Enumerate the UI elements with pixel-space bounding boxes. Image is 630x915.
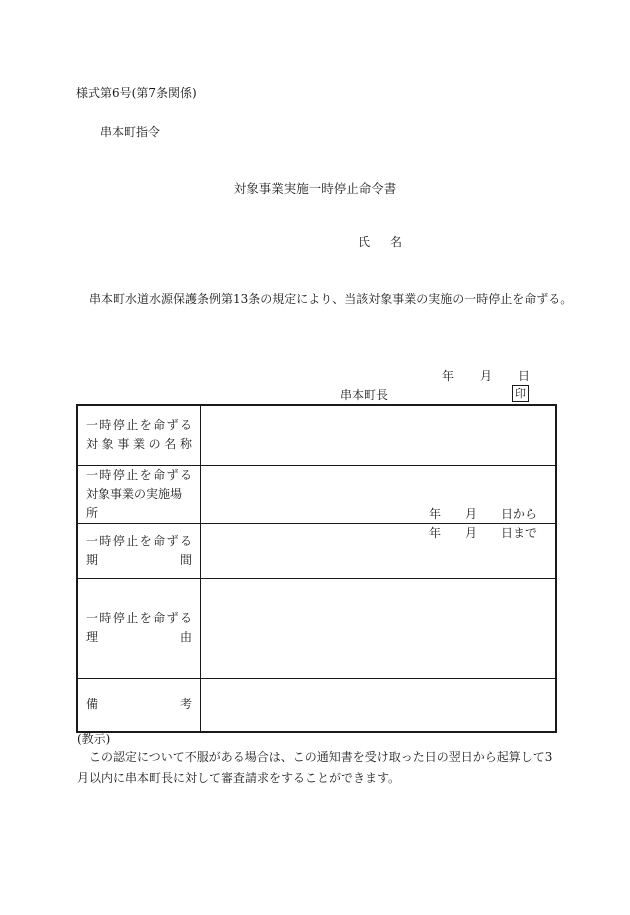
label-char: 命 (153, 418, 166, 433)
label-char: 一 (86, 418, 99, 433)
name-label (358, 236, 402, 248)
value-cell-reason[interactable] (201, 578, 557, 678)
label-cell-reason (77, 578, 201, 678)
label-char: ず (166, 418, 179, 433)
notes-text-line: 月以内に串本町長に対して審査請求をすることができます。 (77, 771, 401, 785)
notes-heading: (教示) (77, 732, 111, 746)
label-line (86, 416, 192, 435)
label-char: を (139, 418, 152, 433)
value-cell-period[interactable] (201, 506, 557, 578)
mayor-label: 串本町長 (340, 388, 389, 402)
label-char: 停 (112, 611, 125, 625)
label-char: 業 (132, 437, 145, 452)
label-char: 期 (86, 552, 99, 567)
label-line (86, 695, 192, 714)
label-char: 止 (126, 533, 139, 548)
label-char: 命 (153, 533, 166, 548)
label-char: 名 (164, 437, 177, 452)
value-cell-target-name[interactable] (201, 405, 557, 465)
label-cell-target-name (77, 405, 201, 465)
label-char: 停 (112, 467, 125, 482)
label-char: 時 (99, 418, 112, 433)
label-char: 対 (86, 437, 99, 452)
notes-text-line: この認定について不服がある場合は、この通知書を受け取った日の翌日から起算して3 (89, 750, 553, 764)
label-char: 命 (153, 467, 166, 482)
label-cell-period (77, 523, 201, 578)
label-char: 象 (101, 437, 114, 452)
label-char: を (139, 611, 152, 625)
date-line (442, 370, 530, 382)
label-char: の (148, 437, 161, 452)
label-char: 間 (179, 552, 192, 567)
label-char: る (179, 533, 192, 548)
label-char: 停 (112, 418, 125, 433)
date-day-label: 日 (518, 369, 531, 383)
period-from: 年 月 日から (428, 506, 537, 521)
seal-stamp: 印 (512, 385, 529, 402)
label-char: 理 (86, 630, 99, 644)
name-label-char: 名 (390, 235, 403, 249)
form-number: 様式第6号(第7条関係) (76, 86, 197, 100)
label-line (86, 628, 192, 647)
issuer-label: 串本町指令 (100, 125, 161, 139)
label-char: 称 (179, 437, 192, 452)
label-char: を (139, 467, 152, 482)
label-char: る (179, 611, 192, 625)
table-row (77, 578, 556, 678)
label-char: 時 (99, 533, 112, 548)
label-char: ず (166, 611, 179, 625)
name-label-char: 氏 (358, 235, 371, 249)
label-char: 考 (179, 697, 192, 712)
label-char: 時 (99, 467, 112, 482)
label-char: を (139, 533, 152, 548)
label-char: 止 (126, 611, 139, 625)
label-char: る (179, 418, 192, 433)
label-line (86, 466, 192, 485)
label-char: ず (166, 533, 179, 548)
label-char: 一 (86, 611, 99, 625)
order-form-table (76, 404, 557, 733)
label-line (86, 551, 192, 570)
label-char: る (179, 467, 192, 482)
document-title: 対象事業実施一時停止命令書 (233, 181, 397, 196)
label-char: 事 (117, 437, 130, 452)
period-to: 年 月 日まで (428, 525, 537, 540)
label-char: 時 (99, 611, 112, 625)
label-char: 命 (153, 611, 166, 625)
date-month-label: 月 (480, 369, 493, 383)
label-line: 対象事業の実施場所 (86, 486, 183, 520)
label-char: 停 (112, 533, 125, 548)
table-row (77, 405, 556, 465)
table-row (77, 678, 556, 732)
label-char: 由 (179, 630, 192, 644)
label-cell-remarks (77, 678, 201, 732)
order-body-text: 串本町水道水源保護条例第13条の規定により、当該対象事業の実施の一時停止を命ずる。 (89, 292, 573, 306)
label-line (86, 532, 192, 551)
label-char: 止 (126, 467, 139, 482)
label-char: 止 (126, 418, 139, 433)
date-year-label: 年 (442, 369, 455, 383)
label-cell-target-location (77, 465, 201, 523)
value-cell-remarks[interactable] (201, 678, 557, 732)
label-char: 備 (86, 697, 99, 712)
table-row (77, 523, 556, 578)
label-line (86, 609, 192, 628)
label-char: ず (166, 467, 179, 482)
label-char: 一 (86, 533, 99, 548)
label-line (86, 435, 192, 454)
label-char: 一 (86, 467, 99, 482)
